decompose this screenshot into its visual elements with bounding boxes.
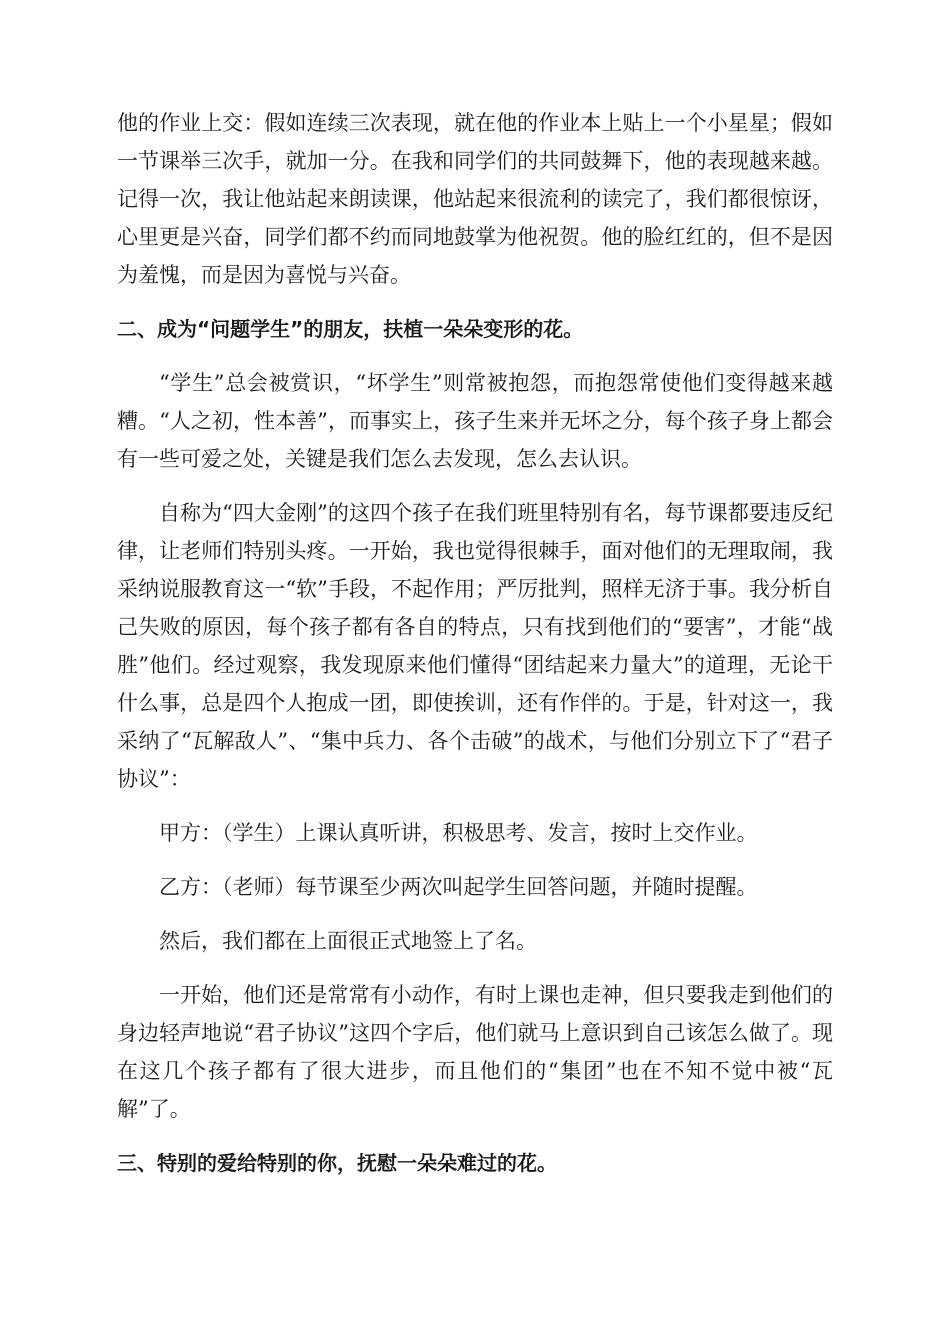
section-heading-3: 三、特别的爱给特别的你，抚慰一朵朵难过的花。 — [117, 1151, 557, 1175]
paragraph-continuation: 他的作业上交：假如连续三次表现，就在他的作业本上贴上一个小星星；假如一节课举三次手，就加一分。在我和同学们的共同鼓舞下，他的表现越来越。记得一次，我让他站起来朗读课，他站起来很流利的读完了，我们都很惊讶，心里更是兴奋，同学们都不约而同地鼓掌为他祝贺。他的脸红红的，但不是因为羞愧，而是因为喜悦与兴奋。 — [117, 111, 833, 287]
paragraph-party-b: 乙方：（老师）每节课至少两次叫起学生回答问题，并随时提醒。 — [159, 875, 758, 899]
paragraph-signed: 然后，我们都在上面很正式地签上了名。 — [159, 929, 537, 953]
paragraph-party-a: 甲方：（学生）上课认真听讲，积极思考、发言，按时上交作业。 — [159, 821, 758, 845]
section-heading-2: 二、成为“问题学生”的朋友，扶植一朵朵变形的花。 — [117, 317, 584, 341]
paragraph-progress: 一开始，他们还是常常有小动作，有时上课也走神，但只要我走到他们的身边轻声地说“君子协议”这四个字后，他们就马上意识到自己该怎么做了。现在这几个孩子都有了很大进步，而且他们的“集团”也在不知不觉中被“瓦解”了。 — [117, 983, 833, 1121]
paragraph-praise: “学生”总会被赏识，“坏学生”则常被抱怨，而抱怨常使他们变得越来越糟。“人之初，性本善”，而事实上，孩子生来并无坏之分，每个孩子身上都会有一些可爱之处，关键是我们怎么去发现，怎么去认识。 — [117, 371, 833, 471]
document-body — [117, 104, 833, 1182]
paragraph-four-kids: 自称为“四大金刚”的这四个孩子在我们班里特别有名，每节课都要违反纪律，让老师们特别头疼。一开始，我也觉得很棘手，面对他们的无理取闹，我采纳说服教育这一“软”手段，不起作用；严厉批判，照样无济于事。我分析自己失败的原因，每个孩子都有各自的特点，只有找到他们的“要害”，才能“战胜”他们。经过观察，我发现原来他们懂得“团结起来力量大”的道理，无论干什么事，总是四个人抱成一团，即使挨训，还有作伴的。于是，针对这一，我采纳了“瓦解敌人”、“集中兵力、各个击破”的战术，与他们分别立下了“君子协议”： — [117, 501, 833, 791]
